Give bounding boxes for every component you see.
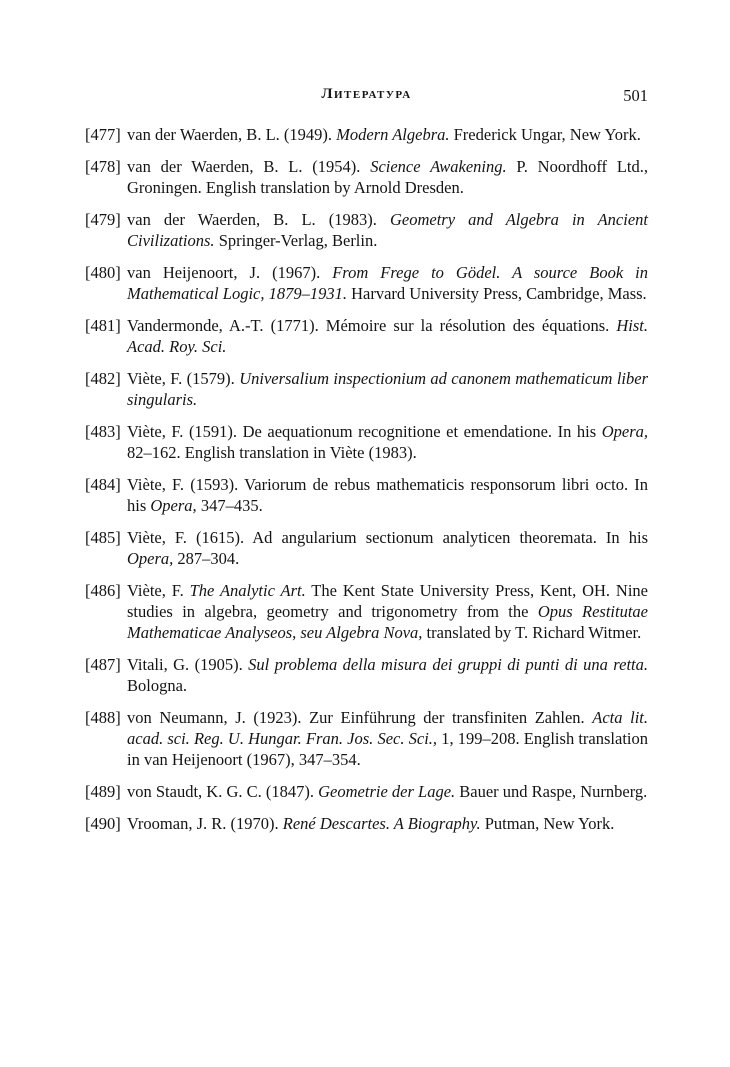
reference-text: Bauer und Raspe, Nurnberg. — [455, 782, 648, 801]
reference-text: Vandermonde, A.-T. (1771). Mémoire sur la résolution des équations. — [127, 316, 617, 335]
reference-italic-text: Modern Algebra. — [336, 125, 450, 144]
reference-text: van der Waerden, B. L. (1954). — [127, 157, 371, 176]
reference-italic-text: The Analytic Art. — [189, 581, 306, 600]
reference-label: [477] — [85, 125, 121, 144]
reference-text: van der Waerden, B. L. (1949). — [127, 125, 337, 144]
reference-text: Vitali, G. (1905). — [127, 655, 249, 674]
reference-item — [85, 707, 648, 770]
reference-italic-text: Opera, — [601, 422, 648, 441]
reference-item — [85, 654, 648, 696]
reference-text: von Neumann, J. (1923). Zur Einführung der transfiniten Zahlen. — [127, 708, 593, 727]
reference-text: 347–435. — [196, 496, 263, 515]
reference-item — [85, 368, 648, 410]
reference-item — [85, 262, 648, 304]
reference-label: [482] — [85, 369, 121, 388]
reference-label: [488] — [85, 708, 121, 727]
reference-italic-text: From Frege to Gödel. A source Book in Mathematical Logic, 1879–1931. — [127, 263, 649, 303]
reference-item — [85, 124, 648, 145]
reference-label: [485] — [85, 528, 121, 547]
reference-text: translated by T. Richard Witmer. — [422, 623, 642, 642]
reference-label: [479] — [85, 210, 121, 229]
bibliography-page — [85, 0, 648, 834]
reference-label: [480] — [85, 263, 121, 282]
reference-text: Viète, F. (1591). De aequationum recognitione et emendatione. In his — [127, 422, 602, 441]
reference-italic-text: Geometry and Algebra in Ancient Civilizations. — [127, 210, 648, 250]
reference-item — [85, 209, 648, 251]
reference-text: Frederick Ungar, New York. — [449, 125, 641, 144]
reference-text: Viète, F. (1593). Variorum de rebus mathematicis responsorum libri octo. In his — [127, 475, 648, 515]
reference-text: Viète, F. (1579). — [127, 369, 240, 388]
reference-italic-text: Hist. Acad. Roy. Sci. — [127, 316, 648, 356]
reference-item — [85, 580, 648, 643]
reference-italic-text: Opus Restitutae Mathematicae Analyseos, seu Algebra Nova, — [127, 602, 649, 642]
reference-text: P. Noordhoff Ltd., Groningen. English translation by Arnold Dresden. — [127, 157, 648, 197]
reference-label: [483] — [85, 422, 121, 441]
reference-italic-text: Sul problema della misura dei gruppi di punti di una retta. — [248, 655, 648, 674]
reference-label: [481] — [85, 316, 121, 335]
reference-label: [487] — [85, 655, 121, 674]
reference-text: von Staudt, K. G. C. (1847). — [127, 782, 319, 801]
reference-italic-text: Geometrie der Lage. — [318, 782, 456, 801]
reference-text: Viète, F. (1615). Ad angularium sectionum analyticen theoremata. In his — [127, 528, 648, 547]
reference-italic-text: Universalium inspectionium ad canonem mathematicum liber singularis. — [127, 369, 648, 409]
reference-italic-text: Science Awakening. — [370, 157, 507, 176]
reference-item — [85, 156, 648, 198]
reference-text: van Heijenoort, J. (1967). — [127, 263, 333, 282]
reference-text: Viète, F. — [127, 581, 190, 600]
reference-text: Vrooman, J. R. (1970). — [127, 814, 283, 833]
page-number: 501 — [623, 86, 648, 105]
reference-text: Springer-Verlag, Berlin. — [214, 231, 378, 250]
reference-item — [85, 527, 648, 569]
reference-italic-text: René Descartes. A Biography. — [282, 814, 481, 833]
reference-text: Bologna. — [127, 676, 188, 695]
reference-italic-text: Opera, — [127, 549, 174, 568]
reference-text: van der Waerden, B. L. (1983). — [127, 210, 390, 229]
reference-italic-text: Acta lit. acad. sci. Reg. U. Hungar. Fran. Jos. Sec. Sci., — [127, 708, 648, 748]
reference-text: Harvard University Press, Cambridge, Mass. — [346, 284, 647, 303]
reference-label: [486] — [85, 581, 121, 600]
reference-item — [85, 474, 648, 516]
reference-text: 1, 199–208. English translation in van Heijenoort (1967), 347–354. — [127, 729, 648, 769]
reference-list — [85, 124, 648, 834]
reference-item — [85, 421, 648, 463]
reference-label: [490] — [85, 814, 121, 833]
reference-italic-text: Opera, — [150, 496, 197, 515]
reference-label: [489] — [85, 782, 121, 801]
reference-text: Putman, New York. — [480, 814, 615, 833]
reference-label: [484] — [85, 475, 121, 494]
reference-item — [85, 781, 648, 802]
running-title: Литература — [321, 86, 412, 102]
reference-text: The Kent State University Press, Kent, OH. Nine studies in algebra, geometry and trigonometry from the — [127, 581, 648, 621]
reference-text: 287–304. — [173, 549, 240, 568]
reference-text: 82–162. English translation in Viète (1983). — [127, 443, 417, 462]
running-head — [85, 86, 648, 108]
reference-item — [85, 813, 648, 834]
reference-label: [478] — [85, 157, 121, 176]
reference-item — [85, 315, 648, 357]
